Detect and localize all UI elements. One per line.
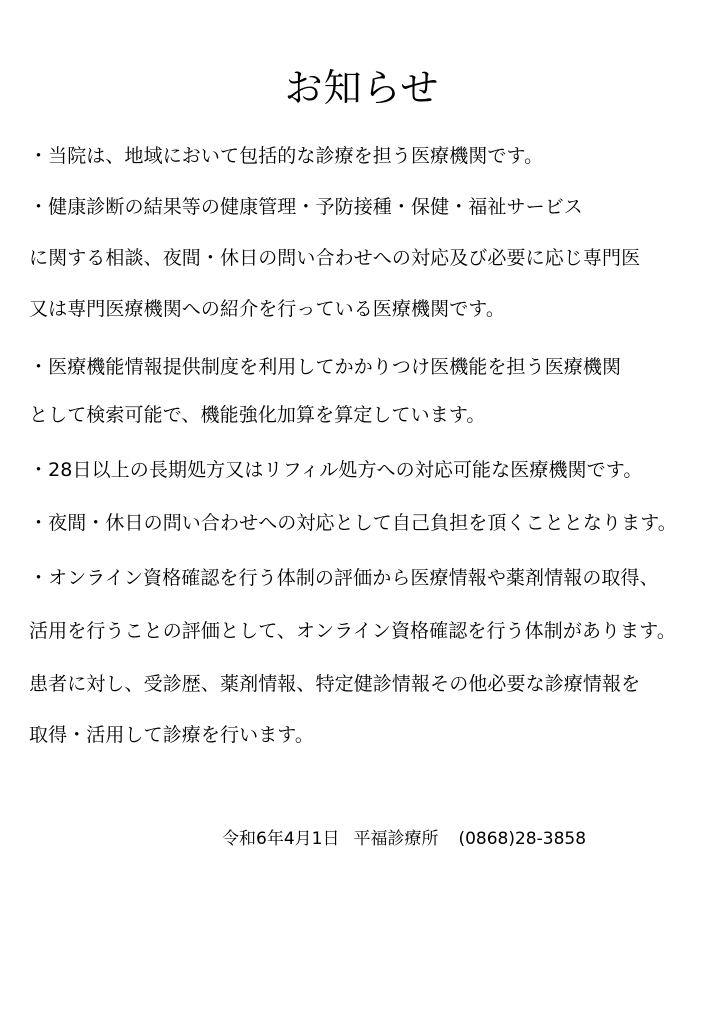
footer-phone: (0868)28-3858 [458,829,587,849]
notice-line-5: ・医療機能情報提供制度を利用してかかりつけ医機能を担う医療機関 [29,356,622,378]
notice-line-7: ・28日以上の長期処方又はリフィル処方への対応可能な医療機関です。 [29,459,643,481]
notice-line-4: 又は専門医療機関への紹介を行っている医療機関です。 [29,298,505,320]
notice-line-6: として検索可能で、機能強化加算を算定しています。 [29,404,486,426]
footer-clinic-name: 平福診療所 [353,829,439,849]
page-title: お知らせ [284,66,440,110]
notice-line-11: 患者に対し、受診歴、薬剤情報、特定健診情報その他必要な診療情報を [29,673,641,695]
footer-date: 令和6年4月1日 [222,829,340,849]
notice-line-1: ・当院は、地域において包括的な診療を担う医療機関です。 [29,145,544,167]
notice-line-9: ・オンライン資格確認を行う体制の評価から医療情報や薬剤情報の取得、 [29,567,659,589]
notice-line-10: 活用を行うことの評価として、オンライン資格確認を行う体制があります。 [29,620,676,642]
notice-line-12: 取得・活用して診療を行います。 [29,724,314,746]
footer-info [222,827,586,851]
notice-line-8: ・夜間・休日の問い合わせへの対応として自己負担を頂くこととなります。 [29,512,677,534]
notice-line-2: ・健康診断の結果等の健康管理・予防接種・保健・福祉サービス [29,196,583,218]
notice-line-3: に関する相談、夜間・休日の問い合わせへの対応及び必要に応じ専門医 [29,247,641,269]
